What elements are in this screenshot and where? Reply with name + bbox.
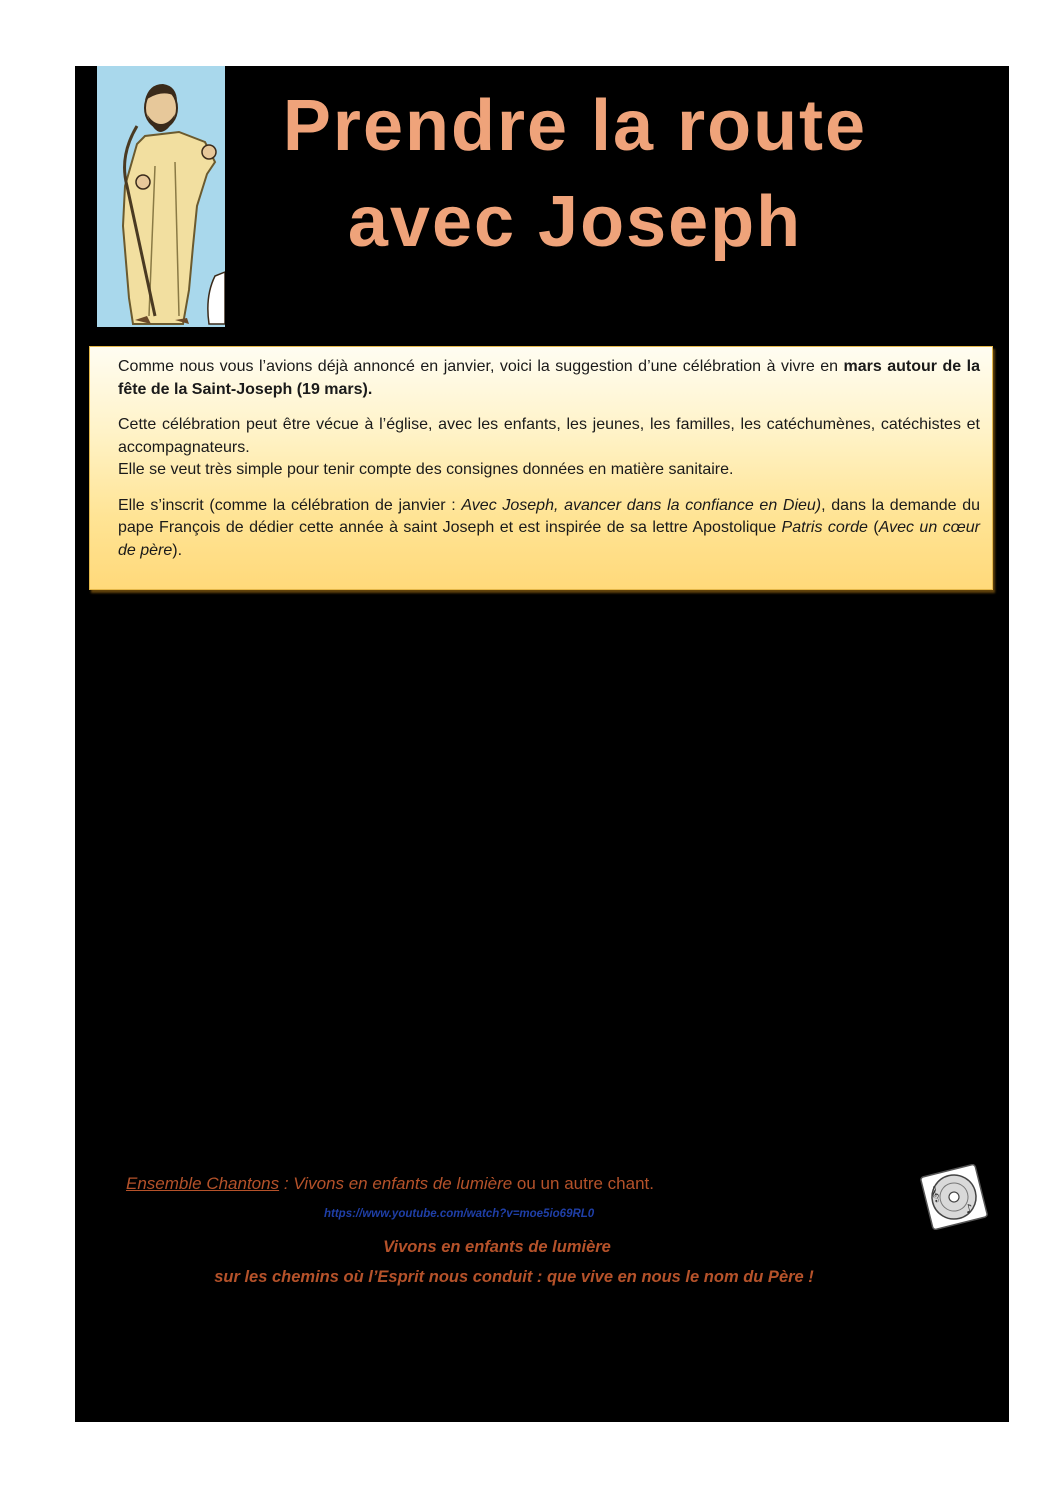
music-cd-icon [918,1164,990,1230]
page-title [225,78,925,270]
refrain-line-2: sur les chemins où l’Esprit nous conduit : que vive en nous le nom du Père ! [214,1268,814,1286]
song-artist: Ensemble Chantons [126,1174,280,1193]
song-credit: Ensemble Chantons : Vivons en enfants de lumière ou un autre chant. [126,1174,654,1193]
intro-box [89,346,993,590]
song-video-link[interactable]: https://www.youtube.com/watch?v=moe5io69RL0 [324,1208,595,1220]
song-title: Vivons en enfants de lumière [293,1174,513,1193]
intro-paragraph-1: Comme nous vous l’avions déjà annoncé en janvier, voici la suggestion d’une célébration à vivre en mars autour de la fête de la Saint-Joseph (19 mars). [118,358,980,398]
song-refrain [120,1232,880,1292]
song-alternative: ou un autre chant. [512,1174,654,1193]
intro-paragraph-2b: Elle se veut très simple pour tenir compte des consignes données en matière sanitaire. [118,461,734,478]
title-line-1: Prendre la route [282,86,868,166]
title-line-2: avec Joseph [347,182,803,262]
svg-text:𝄞: 𝄞 [929,1185,941,1204]
intro-paragraph-2: Cette célébration peut être vécue à l’église, avec les enfants, les jeunes, les familles, les catéchumènes, catéchistes et accompagnateurs. [118,416,980,456]
intro-paragraph-3: Elle s’inscrit (comme la célébration de janvier : Avec Joseph, avancer dans la confiance en Dieu), dans la demande du pape François de dédier cette année à saint Joseph et est inspirée de sa lettre Apostolique Patris corde (Avec un cœur de père). [118,496,981,559]
refrain-line-1: Vivons en enfants de lumière [383,1238,611,1256]
svg-text:♪: ♪ [963,1200,975,1217]
saint-joseph-illustration [97,66,225,327]
